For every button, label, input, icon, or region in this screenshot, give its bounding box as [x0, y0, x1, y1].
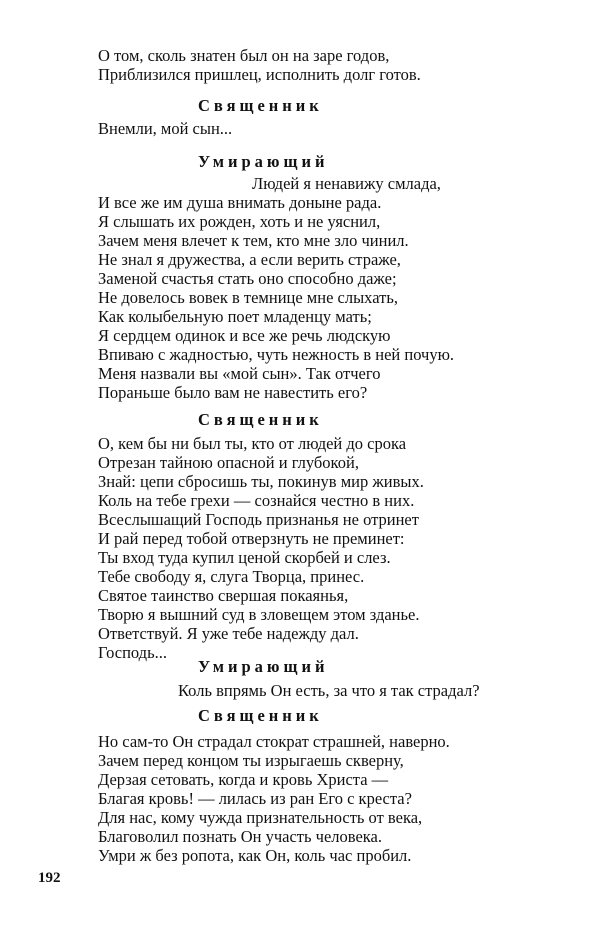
- speaker-name: Умирающий: [198, 657, 329, 676]
- verse-line: Тебе свободу я, слуга Творца, принес.: [98, 567, 365, 586]
- verse-line: Коль на тебе грехи — сознайся честно в них.: [98, 491, 415, 510]
- verse-block-5: [0, 706, 600, 865]
- verse-line: Я слышать их рожден, хоть и не уяснил,: [98, 212, 381, 231]
- verse-line: Не довелось вовек в темнице мне слыхать,: [98, 288, 398, 307]
- verse-line: Меня назвали вы «мой сын». Так отчего: [98, 364, 381, 383]
- page-number: 192: [38, 870, 61, 886]
- verse-line: Дерзая сетовать, когда и кровь Христа —: [98, 770, 389, 789]
- verse-line: Благая кровь! — лилась из ран Его с креста?: [98, 789, 412, 808]
- verse-line: Я сердцем одинок и все же речь людскую: [98, 326, 391, 345]
- verse-line: Отрезан тайною опасной и глубокой,: [98, 453, 359, 472]
- speaker-name: Священник: [198, 410, 323, 429]
- verse-line: Как колыбельную поет младенцу мать;: [98, 307, 372, 326]
- verse-line: И все же им душа внимать доныне рада.: [98, 193, 382, 212]
- verse-line: И рай перед тобой отверзнуть не преминет:: [98, 529, 405, 548]
- verse-line: О, кем бы ни был ты, кто от людей до срока: [98, 434, 407, 453]
- verse-line: Благоволил познать Он участь человека.: [98, 827, 383, 846]
- verse-line: Господь...: [98, 643, 167, 662]
- verse-line: Коль впрямь Он есть, за что я так страдал?: [178, 681, 480, 700]
- verse-line: Приблизился пришлец, исполнить долг готов.: [98, 65, 421, 84]
- verse-line: Заменой счастья стать оно способно даже;: [98, 269, 397, 288]
- verse-line: Зачем меня влечет к тем, кто мне зло чинил.: [98, 231, 409, 250]
- speaker-name: Умирающий: [198, 152, 329, 171]
- verse-line: Не знал я дружества, а если верить страже,: [98, 250, 401, 269]
- verse-block-0: [0, 46, 600, 84]
- verse-line: Ты вход туда купил ценой скорбей и слез.: [98, 548, 391, 567]
- speaker-name: Священник: [198, 706, 323, 725]
- verse-line: Впиваю с жадностью, чуть нежность в ней почую.: [98, 345, 455, 364]
- verse-line: О том, сколь знатен был он на заре годов,: [98, 46, 390, 65]
- verse-line: Зачем перед концом ты изрыгаешь скверну,: [98, 751, 404, 770]
- verse-line: Для нас, кому чужда признательность от века,: [98, 808, 423, 827]
- verse-line: Творю я вышний суд в зловещем этом зданье.: [98, 605, 420, 624]
- verse-block-3: [0, 410, 600, 662]
- verse-block-1: [0, 96, 600, 138]
- verse-line: Людей я ненавижу смлада,: [252, 174, 441, 193]
- verse-line: Умри ж без ропота, как Он, коль час пробил.: [98, 846, 412, 865]
- verse-line: Ответствуй. Я уже тебе надежду дал.: [98, 624, 359, 643]
- verse-line: Но сам-то Он страдал стократ страшней, наверно.: [98, 732, 450, 751]
- verse-line: Знай: цепи сбросишь ты, покинув мир живых.: [98, 472, 424, 491]
- verse-line: Пораньше было вам не навестить его?: [98, 383, 368, 402]
- verse-block-2: [0, 152, 600, 402]
- speaker-name: Священник: [198, 96, 323, 115]
- verse-line: Внемли, мой сын...: [98, 119, 233, 138]
- verse-line: Всеслышащий Господь признанья не отринет: [98, 510, 419, 529]
- verse-block-4: [0, 657, 600, 700]
- verse-line: Святое таинство свершая покаянья,: [98, 586, 349, 605]
